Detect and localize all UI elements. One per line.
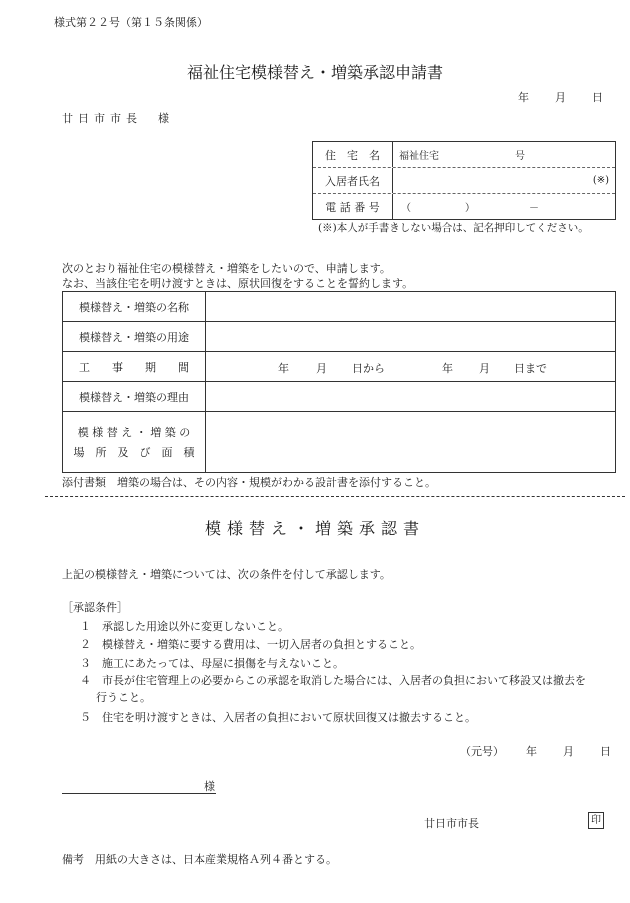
period-label: 工 事 期 間 (63, 352, 206, 381)
year-label-2: 年 (526, 745, 537, 758)
signature-note: (※)本人が手書きしない場合は、記名押印してください。 (318, 222, 589, 234)
recipient-suffix: 様 (204, 780, 215, 793)
month-label: 月 (555, 91, 566, 104)
place-label (63, 412, 206, 472)
resident-row (313, 168, 615, 194)
year-label: 年 (518, 91, 529, 104)
approval-title: 模様替え・増築承認書 (204, 519, 425, 538)
place-label-line-2: 場 所 及 び 面 積 (73, 446, 195, 459)
resident-field[interactable] (393, 168, 615, 193)
intro-line-2: なお、当該住宅を明け渡すときは、原状回復をすることを誓約します。 (62, 277, 414, 290)
reason-row (63, 382, 615, 412)
resident-mark: (※) (592, 175, 609, 186)
phone-row (313, 194, 615, 219)
page-title: 福祉住宅模様替え・増築承認申請書 (186, 63, 443, 82)
condition-2: ２ 模様替え・増築に要する費用は、一切入居者の負担とすること。 (80, 638, 421, 651)
phone-open: （ (401, 203, 411, 214)
resident-label: 入居者氏名 (313, 168, 393, 193)
condition-3: ３ 施工にあたっては、母屋に損傷を与えないこと。 (80, 657, 344, 670)
recipient-line[interactable] (62, 793, 216, 794)
remark: 備考 用紙の大きさは、日本産業規格Ａ列４番とする。 (62, 853, 337, 866)
month-label-2: 月 (563, 745, 574, 758)
housing-suffix: 号 (515, 151, 525, 162)
reason-field[interactable] (206, 382, 615, 411)
use-row (63, 322, 615, 352)
period-row (63, 352, 615, 382)
approval-date (460, 743, 611, 759)
era-label: （元号） (460, 745, 504, 758)
approval-body: 上記の模様替え・増築については、次の条件を付して承認します。 (62, 568, 391, 581)
phone-dash: － (529, 203, 539, 214)
period-field[interactable] (206, 352, 615, 381)
phone-close: ） (465, 203, 475, 214)
from-year: 年 (278, 362, 289, 375)
applicant-box (312, 141, 616, 220)
conditions-heading: ［承認条件］ (62, 601, 128, 614)
reason-label: 模様替え・増築の理由 (63, 382, 206, 411)
place-row (63, 412, 615, 472)
housing-label: 住 宅 名 (313, 142, 393, 167)
to-year: 年 (442, 362, 453, 375)
mayor-signature: 廿日市市長 (424, 817, 479, 830)
from-day: 日から (352, 362, 385, 375)
section-divider (45, 496, 625, 497)
attachment-note: 添付書類 増築の場合は、その内容・規模がわかる設計書を添付すること。 (62, 476, 436, 489)
place-label-line-1: 模 様 替 え ・ 増 築 の (77, 426, 191, 439)
application-date (518, 89, 603, 105)
phone-label: 電 話 番 号 (313, 194, 393, 219)
condition-4: ４ 市長が住宅管理上の必要からこの承認を取消した場合には、入居者の負担において移設又は撤去を (80, 674, 586, 687)
use-field[interactable] (206, 322, 615, 351)
form-number: 様式第２２号（第１５条関係） (54, 16, 208, 29)
to-month: 月 (479, 362, 490, 375)
intro-line-1: 次のとおり福祉住宅の模様替え・増築をしたいので、申請します。 (62, 262, 391, 275)
condition-4-continued: 行うこと。 (96, 691, 151, 704)
seal-box: 印 (588, 812, 604, 829)
name-label: 模様替え・増築の名称 (63, 292, 206, 321)
name-row (63, 292, 615, 322)
phone-field[interactable] (393, 194, 615, 219)
addressee: 廿日市市長 様 (62, 112, 174, 125)
place-field[interactable] (206, 412, 615, 472)
from-month: 月 (316, 362, 327, 375)
housing-field[interactable] (393, 142, 615, 167)
housing-value: 福祉住宅 (399, 151, 439, 162)
condition-5: ５ 住宅を明け渡すときは、入居者の負担において原状回復又は撤去すること。 (80, 711, 476, 724)
to-day: 日まで (514, 362, 547, 375)
condition-1: １ 承認した用途以外に変更しないこと。 (80, 620, 289, 633)
name-field[interactable] (206, 292, 615, 321)
use-label: 模様替え・増築の用途 (63, 322, 206, 351)
housing-row (313, 142, 615, 168)
day-label-2: 日 (600, 745, 611, 758)
application-table (62, 291, 616, 473)
day-label: 日 (592, 91, 603, 104)
